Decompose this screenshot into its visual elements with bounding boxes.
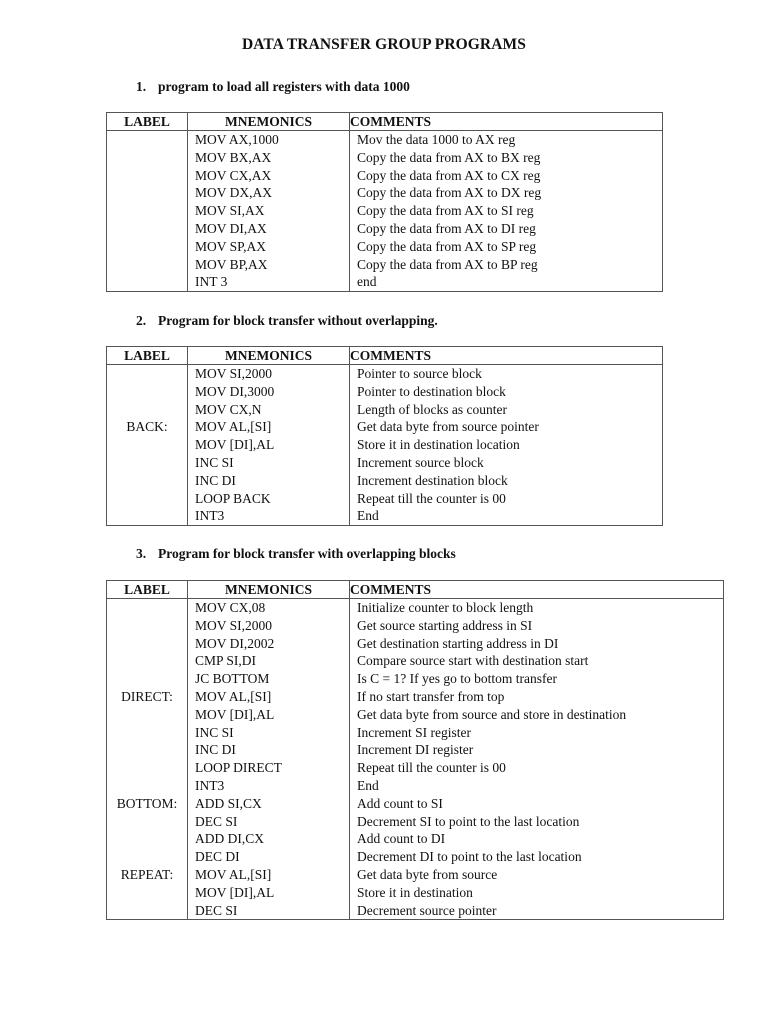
row-mnemonic: INC SI (195, 454, 234, 470)
row-comment: Compare source start with destination start (357, 653, 589, 669)
page-title: DATA TRANSFER GROUP PROGRAMS (242, 36, 526, 53)
comments-column-header: COMMENTS (350, 581, 724, 599)
row-label: DIRECT: (121, 688, 173, 704)
row-label (107, 454, 187, 472)
program-heading-text: program to load all registers with data 1000 (158, 79, 410, 94)
table-body-row (107, 365, 663, 526)
row-comment: Is C = 1? If yes go to bottom transfer (357, 671, 557, 687)
row-comment: Get source starting address in SI (357, 617, 533, 633)
row-label (107, 149, 187, 167)
row-label (107, 401, 187, 419)
row-mnemonic: MOV CX,AX (195, 167, 272, 183)
program-1-table (106, 112, 663, 292)
row-comment: Decrement source pointer (357, 902, 497, 918)
row-mnemonic: ADD SI,CX (195, 795, 262, 811)
program-3-table (106, 580, 724, 920)
row-label: REPEAT: (120, 866, 174, 882)
row-label (107, 256, 187, 274)
row-label (107, 220, 187, 238)
table-body-row (107, 131, 663, 292)
row-comment: Get data byte from source and store in destination (357, 706, 627, 722)
row-mnemonic: MOV SI,2000 (195, 366, 273, 381)
row-mnemonic: JC BOTTOM (195, 671, 270, 687)
row-mnemonic: INT3 (195, 508, 225, 524)
program-2-table (106, 346, 663, 526)
label-cell (107, 131, 188, 292)
row-label (107, 724, 187, 742)
row-comment: Pointer to destination block (357, 383, 506, 399)
row-comment: End (357, 777, 379, 793)
label-column-header: LABEL (107, 113, 188, 131)
row-mnemonic: INC DI (195, 742, 236, 758)
row-label (107, 706, 187, 724)
row-label (107, 777, 187, 795)
label-column-header: LABEL (107, 581, 188, 599)
row-mnemonic: INT3 (195, 777, 225, 793)
row-mnemonic: MOV [DI],AL (195, 437, 275, 453)
row-mnemonic: MOV AL,[SI] (195, 419, 272, 435)
row-label (107, 490, 187, 508)
row-comment: Get data byte from source (357, 866, 498, 882)
row-comment: Copy the data from AX to CX reg (357, 167, 541, 183)
row-mnemonic: MOV AL,[SI] (195, 866, 272, 882)
comments-cell (350, 599, 724, 920)
row-label (107, 472, 187, 490)
row-mnemonic: MOV [DI],AL (195, 706, 275, 722)
row-mnemonic: DEC DI (195, 849, 240, 865)
mnemonics-cell (188, 131, 350, 292)
label-cell (107, 599, 188, 920)
row-mnemonic: INT 3 (195, 274, 228, 290)
table-header-row (107, 113, 663, 131)
row-comment: Pointer to source block (357, 366, 482, 381)
row-mnemonic: LOOP DIRECT (195, 760, 282, 776)
mnemonics-column-header: MNEMONICS (188, 347, 350, 365)
program-1-heading (136, 79, 410, 95)
row-comment: Increment destination block (357, 472, 508, 488)
row-mnemonic: ADD DI,CX (195, 831, 264, 847)
row-label (107, 131, 187, 149)
row-comment: Copy the data from AX to BP reg (357, 256, 538, 272)
mnemonics-column-header: MNEMONICS (188, 581, 350, 599)
row-label (107, 652, 187, 670)
row-comment: Mov the data 1000 to AX reg (357, 132, 516, 147)
row-comment: Copy the data from AX to DI reg (357, 220, 536, 236)
row-mnemonic: MOV DI,2002 (195, 635, 275, 651)
row-mnemonic: MOV SI,AX (195, 203, 265, 219)
table-header-row (107, 581, 724, 599)
row-mnemonic: MOV CX,N (195, 401, 262, 417)
program-heading-text: Program for block transfer without overlapping. (158, 313, 438, 328)
comments-cell (350, 365, 663, 526)
row-comment: Get data byte from source pointer (357, 419, 539, 435)
row-mnemonic: MOV CX,08 (195, 600, 266, 615)
row-label (107, 884, 187, 902)
row-comment: If no start transfer from top (357, 688, 505, 704)
row-mnemonic: LOOP BACK (195, 490, 271, 506)
row-comment: Length of blocks as counter (357, 401, 507, 417)
program-heading-text: Program for block transfer with overlapping blocks (158, 546, 456, 561)
row-mnemonic: MOV SP,AX (195, 238, 267, 254)
row-comment: Copy the data from AX to BX reg (357, 149, 541, 165)
program-2-heading (136, 313, 438, 329)
row-mnemonic: MOV BP,AX (195, 256, 268, 272)
row-label (107, 813, 187, 831)
row-comment: Copy the data from AX to SI reg (357, 203, 534, 219)
program-number: 1. (136, 79, 147, 94)
row-label (107, 848, 187, 866)
row-label (107, 741, 187, 759)
row-comment: Initialize counter to block length (357, 600, 534, 615)
row-mnemonic: MOV SI,2000 (195, 617, 273, 633)
row-label (107, 365, 187, 383)
row-mnemonic: CMP SI,DI (195, 653, 257, 669)
row-label (107, 273, 187, 291)
row-comment: Decrement DI to point to the last location (357, 849, 582, 865)
row-mnemonic: MOV DX,AX (195, 185, 273, 201)
row-label (107, 383, 187, 401)
row-label: BOTTOM: (116, 795, 178, 811)
row-mnemonic: MOV AL,[SI] (195, 688, 272, 704)
comments-column-header: COMMENTS (350, 113, 663, 131)
label-column-header: LABEL (107, 347, 188, 365)
mnemonics-column-header: MNEMONICS (188, 113, 350, 131)
row-mnemonic: MOV [DI],AL (195, 884, 275, 900)
row-comment: Copy the data from AX to DX reg (357, 185, 542, 201)
table-header-row (107, 347, 663, 365)
row-mnemonic: INC DI (195, 472, 236, 488)
row-comment: Decrement SI to point to the last location (357, 813, 580, 829)
table-body-row (107, 599, 724, 920)
row-label (107, 507, 187, 525)
row-comment: Increment source block (357, 454, 484, 470)
row-label (107, 617, 187, 635)
row-label (107, 599, 187, 617)
row-label (107, 202, 187, 220)
row-label: BACK: (126, 419, 168, 435)
row-label (107, 902, 187, 920)
row-comment: Repeat till the counter is 00 (357, 490, 506, 506)
row-comment: Add count to SI (357, 795, 443, 811)
row-comment: Add count to DI (357, 831, 446, 847)
row-label (107, 670, 187, 688)
row-mnemonic: MOV AX,1000 (195, 132, 279, 147)
row-mnemonic: MOV DI,AX (195, 220, 267, 236)
row-label (107, 167, 187, 185)
program-number: 2. (136, 313, 147, 328)
row-comment: Get destination starting address in DI (357, 635, 559, 651)
label-cell (107, 365, 188, 526)
row-comment: Increment DI register (357, 742, 474, 758)
row-label (107, 830, 187, 848)
row-comment: Store it in destination (357, 884, 473, 900)
mnemonics-cell (188, 599, 350, 920)
row-comment: end (357, 274, 377, 290)
row-comment: Store it in destination location (357, 437, 520, 453)
row-mnemonic: INC SI (195, 724, 234, 740)
row-comment: Increment SI register (357, 724, 471, 740)
row-mnemonic: DEC SI (195, 902, 238, 918)
row-label (107, 635, 187, 653)
row-comment: Repeat till the counter is 00 (357, 760, 506, 776)
row-label (107, 436, 187, 454)
program-3-heading (136, 546, 456, 562)
comments-column-header: COMMENTS (350, 347, 663, 365)
row-label (107, 759, 187, 777)
row-label (107, 184, 187, 202)
row-label (107, 238, 187, 256)
row-mnemonic: DEC SI (195, 813, 238, 829)
row-comment: Copy the data from AX to SP reg (357, 238, 537, 254)
row-mnemonic: MOV BX,AX (195, 149, 272, 165)
comments-cell (350, 131, 663, 292)
program-number: 3. (136, 546, 147, 561)
mnemonics-cell (188, 365, 350, 526)
row-comment: End (357, 508, 379, 524)
row-mnemonic: MOV DI,3000 (195, 383, 275, 399)
